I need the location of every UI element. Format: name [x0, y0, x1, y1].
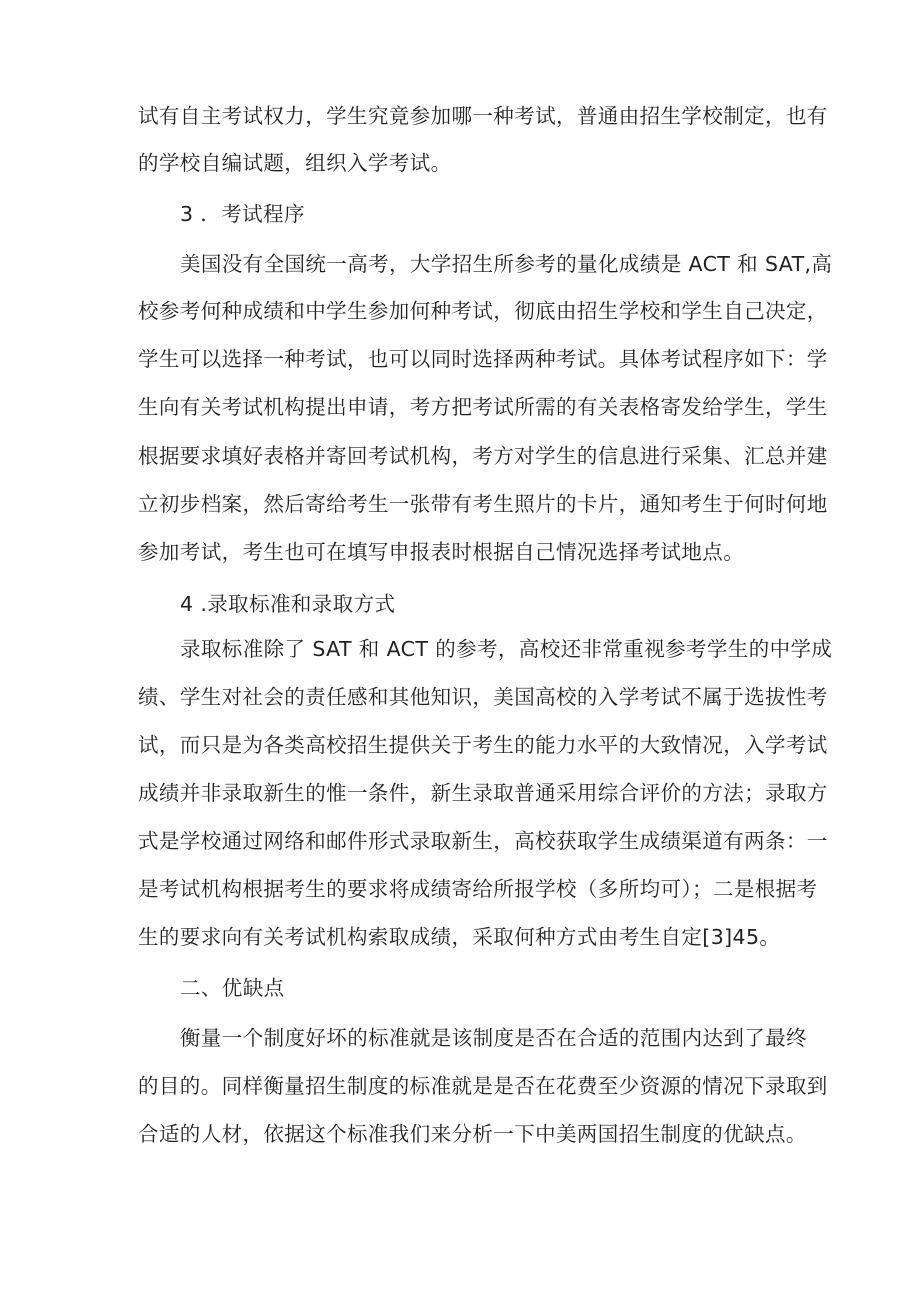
- section-heading: 4 .录取标准和录取方式: [180, 592, 396, 616]
- paragraph-line: 绩、学生对社会的责任感和其他知识，美国高校的入学考试不属于选拔性考: [138, 685, 828, 709]
- paragraph-line: 合适的人材，依据这个标准我们来分析一下中美两国招生制度的优缺点。: [138, 1122, 807, 1146]
- paragraph-line: 根据要求填好表格并寄回考试机构，考方对学生的信息进行采集、汇总并建: [138, 444, 828, 468]
- paragraph-line: 的目的。同样衡量招生制度的标准就是是否在花费至少资源的情况下录取到: [138, 1074, 828, 1098]
- paragraph-line: 参加考试，考生也可在填写申报表时根据自己情况选择考试地点。: [138, 540, 745, 564]
- paragraph-line: 衡量一个制度好坏的标准就是该制度是否在合适的范围内达到了最终: [180, 1026, 807, 1050]
- paragraph-line: 试，而只是为各类高校招生提供关于考生的能力水平的大致情况，入学考试: [138, 733, 828, 757]
- paragraph-line: 美国没有全国统一高考，大学招生所参考的量化成绩是 ACT 和 SAT,高: [180, 252, 833, 276]
- paragraph-line: 立初步档案，然后寄给考生一张带有考生照片的卡片，通知考生于何时何地: [138, 492, 828, 516]
- paragraph-line: 成绩并非录取新生的惟一条件，新生录取普通采用综合评价的方法；录取方: [138, 781, 828, 805]
- section-heading: 二、优缺点: [180, 976, 285, 1000]
- paragraph-line: 校参考何种成绩和中学生参加何种考试，彻底由招生学校和学生自己决定，: [138, 299, 828, 323]
- paragraph-line: 学生可以选择一种考试，也可以同时选择两种考试。具体考试程序如下：学: [138, 347, 828, 371]
- paragraph-line: 录取标准除了 SAT 和 ACT 的参考，高校还非常重视参考学生的中学成: [180, 637, 833, 661]
- paragraph-line: 生向有关考试机构提出申请，考方把考试所需的有关表格寄发给学生，学生: [138, 395, 828, 419]
- paragraph-line: 生的要求向有关考试机构索取成绩，采取何种方式由考生自定[3]45。: [138, 925, 781, 949]
- paragraph-line: 是考试机构根据考生的要求将成绩寄给所报学校（多所均可）；二是根据考: [138, 877, 818, 901]
- paragraph-line: 式是学校通过网络和邮件形式录取新生，高校获取学生成绩渠道有两条：一: [138, 829, 828, 853]
- paragraph-line: 试有自主考试权力，学生究竟参加哪一种考试，普通由招生学校制定，也有: [138, 104, 828, 128]
- section-heading: 3 ．考试程序: [180, 202, 305, 226]
- paragraph-line: 的学校自编试题，组织入学考试。: [138, 151, 452, 175]
